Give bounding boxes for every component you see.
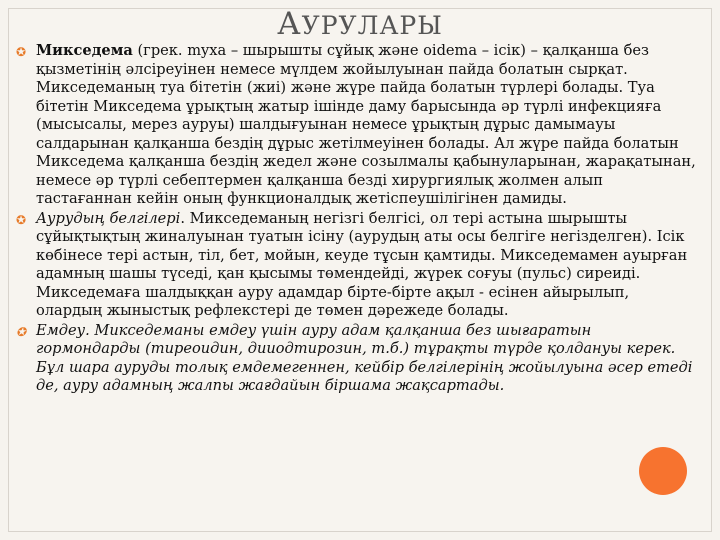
slide-title-first-letter: А [277,6,302,42]
bullet-lead: Микседема [36,42,133,59]
decorative-circle [639,447,687,495]
bullet-treatment [16,322,696,396]
bullet-lead: Аурудың белгілері [36,209,181,227]
bullet-marker-icon: ✪ [16,324,27,339]
slide-title [0,6,720,42]
bullet-symptoms [16,210,696,321]
bullet-text: Емдеу. Микседеманы емдеу үшін ауру адам қалқанша без шығаратын гормондарды (тиреоидин, дииодтирозин, т.б.) тұрақты түрде қолдануы керек. Бұл шара ауруды толық емдемегеннен, кейбір белгілерінің жойылуына әсер етеді де, ауру адамның жалпы жағдайын біршама жақсартады. [36,321,693,394]
bullet-text: . Микседеманың негізгі белгісі, ол тері астына шырышты сұйықтықтың жиналуынан туатын ісіну (аурудың аты осы белгіге негізделген). Ісік көбінесе тері астын, тіл, бет, мойын, кеуде тұсын қамтиды. Микседемамен ауырған адамның шашы түседі, қан қысымы төмендейді, жүрек соғуы (пульс) сиреиді. Микседемаға шалдыққан ауру адамдар бірте-бірте ақыл - есінен айырылып, олардың жыныстық рефлекстері де төмен дәрежеде болады. [36,209,688,319]
bullet-text: (грек. myxa – шырышты сұйық және oidema – ісік) – қалқанша без қызметінің әлсіреуінен немесе мүлдем жойылуынан пайда болатын сырқат. Микседеманың туа бітетін (жиі) және жүре пайда болатын түрлері болады. Туа бітетін Микседема ұрықтың жатыр ішінде даму барысында әр түрлі инфекцияға (мысысалы, мерез ауруы) шалдығуынан немесе ұрықтың дұрыс дамымауы салдарынан қалқанша бездің дұрыс жетілмеуінен болады. Ал жүре пайда болатын Микседема қалқанша бездің жедел және созылмалы қабынуларынан, жарақатынан, немесе әр түрлі себептермен қалқанша безді хирургиялық жолмен алып тастағаннан кейін оның функционалдық жетіспеушілігінен дамиды. [36,42,696,207]
slide-title-rest: УРУЛАРЫ [301,11,443,40]
bullet-marker-icon: ✪ [16,45,27,59]
bullet-marker-icon: ✪ [16,212,27,227]
bullet-myxedema [16,42,696,209]
slide-content [16,42,696,397]
